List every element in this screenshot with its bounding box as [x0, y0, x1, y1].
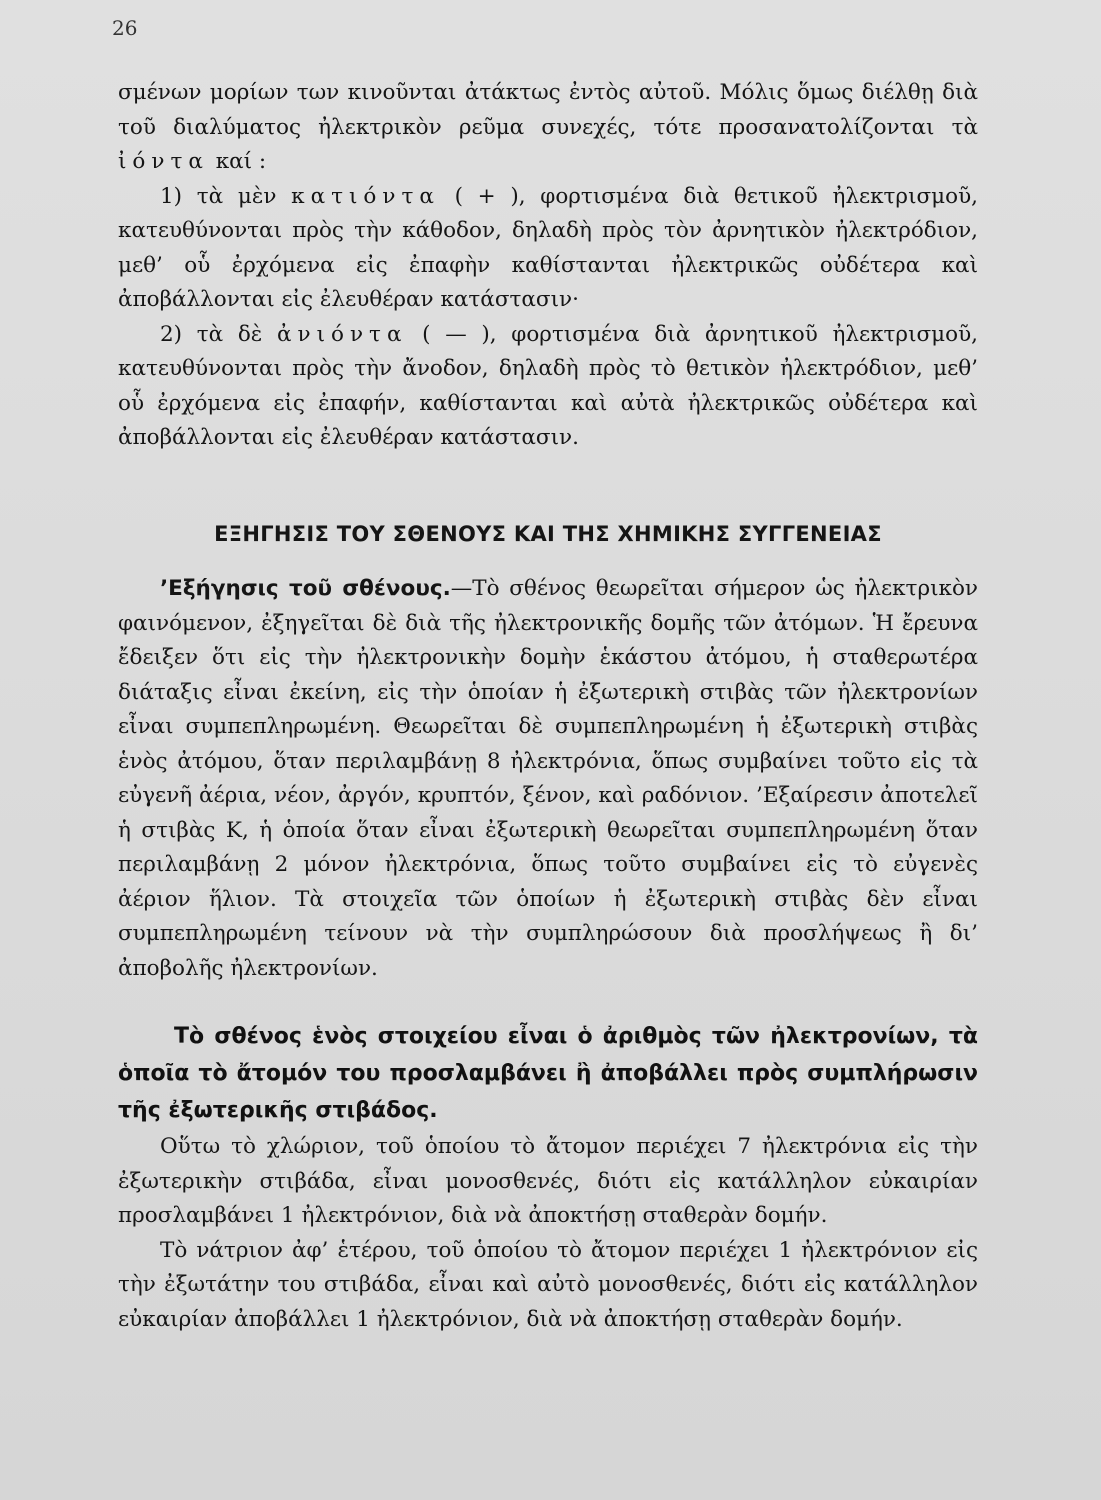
ions-intro-text: σμένων μορίων των κινοῦνται ἀτάκτως ἐντὸς αὐτοῦ. Μόλις ὅμως διέλθῃ διὰ τοῦ διαλύματος ἠλεκτρικὸν ρεῦμα συνεχές, τότε προσανατολίζονται τὰ — [118, 80, 978, 140]
paragraph-anions — [118, 318, 978, 456]
anions-label: 2) τὰ δὲ — [160, 321, 263, 347]
valence-definition: Τὸ σθένος ἑνὸς στοιχείου εἶναι ὁ ἀριθμὸς τῶν ἠλεκτρονίων, τὰ ὁποῖα τὸ ἄτομόν του προσλαμβάνει ἢ ἀποβάλλει πρὸς συμπλήρωσιν τῆς ἐξωτερικῆς στιβάδος. — [118, 1024, 978, 1123]
paragraph-chlorine: Οὕτω τὸ χλώριον, τοῦ ὁποίου τὸ ἄτομον περιέχει 7 ἠλεκτρόνια εἰς τὴν ἐξωτερικὴν στιβάδα, εἶναι μονοσθενές, διότι εἰς κατάλληλον εὐκαιρίαν προσλαμβάνει 1 ἠλεκτρόνιον, διὰ νὰ ἀποκτήσῃ σταθερὰν δομήν. — [118, 1134, 978, 1228]
paragraph-ions-intro — [118, 76, 978, 180]
anions-text: ( — ), φορτισμένα διὰ ἀρνητικοῦ ἠλεκτρισμοῦ, κατευθύνονται πρὸς τὴν ἄνοδον, δηλαδὴ πρὸς τὸ θετικὸν ἠλεκτρόδιον, μεθ’ οὗ ἐρχόμενα εἰς ἐπαφήν, καθίστανται καὶ αὐτὰ ἠλεκτρικῶς οὐδέτερα καὶ ἀποβάλλονται εἰς ἐλευθέραν κατάστασιν. — [118, 321, 978, 450]
ions-term: ἰόντα — [118, 149, 209, 174]
valence-text: —Τὸ σθένος θεωρεῖται σήμερον ὡς ἠλεκτρικὸν φαινόμενον, ἐξηγεῖται δὲ διὰ τῆς ἠλεκτρονικῆς δομῆς τῶν ἀτόμων. Ἡ ἔρευνα ἔδειξεν ὅτι εἰς τὴν ἠλεκτρονικὴν δομὴν ἑκάστου ἀτόμου, ἡ σταθερωτέρα διάταξις εἶναι ἐκείνη, εἰς τὴν ὁποίαν ἡ ἐξωτερικὴ στιβὰς τῶν ἠλεκτρονίων εἶναι συμπεπληρωμένη. Θεωρεῖται δὲ συμπεπληρωμένη ἡ ἐξωτερικὴ στιβὰς ἑνὸς ἀτόμου, ὅταν περιλαμβάνῃ 8 ἠλεκτρόνια, ὅπως συμβαίνει τοῦτο εἰς τὰ εὐγενῆ ἀέρια, νέον, ἀργόν, κρυπτόν, ξένον, καὶ ραδόνιον. ’Εξαίρεσιν ἀποτελεῖ ἡ στιβὰς K, ἡ ὁποία ὅταν εἶναι ἐξωτερικὴ θεωρεῖται συμπεπληρωμένη ὅταν περιλαμβάνῃ 2 μόνον ἠλεκτρόνια, ὅπως τοῦτο συμβαίνει εἰς τὸ εὐγενὲς ἀέριον ἥλιον. Τὰ στοιχεῖα τῶν ὁποίων ἡ ἐξωτερικὴ στιβὰς δὲν εἶναι συμπεπληρωμένη τείνουν νὰ τὴν συμπληρώσουν διὰ προσλήψεως ἢ δι’ ἀποβολῆς ἠλεκτρονίων. — [118, 576, 978, 981]
paragraph-sodium: Τὸ νάτριον ἀφ’ ἑτέρου, τοῦ ὁποίου τὸ ἄτομον περιέχει 1 ἠλεκτρόνιον εἰς τὴν ἐξωτάτην του στιβάδα, εἶναι καὶ αὐτὸ μονοσθενές, διότι εἰς κατάλληλον εὐκαιρίαν ἀποβάλλει 1 ἠλεκτρόνιον, διὰ νὰ ἀποκτήσῃ σταθερὰν δομήν. — [118, 1237, 978, 1332]
examples-passage — [118, 1130, 978, 1337]
valence-explanation — [118, 572, 978, 986]
anions-term: ἀνιόντα — [277, 321, 408, 347]
cations-label: 1) τὰ μὲν — [160, 183, 277, 209]
paragraph-valence — [118, 572, 978, 986]
ions-intro-end: καί : — [215, 149, 267, 174]
cations-term: κατιόντα — [291, 183, 440, 209]
ions-passage — [118, 76, 978, 456]
valence-runin-heading: ’Εξήγησις τοῦ σθένους. — [160, 576, 451, 601]
cations-text: ( + ), φορτισμένα διὰ θετικοῦ ἠλεκτρισμοῦ, κατευθύνονται πρὸς τὴν κάθοδον, δηλαδὴ πρὸς τὸν ἀρνητικὸν ἠλεκτρόδιον, μεθ’ οὗ ἐρχόμενα εἰς ἐπαφὴν καθίστανται ἠλεκτρικῶς οὐδέτερα καὶ ἀποβάλλονται εἰς ἐλευθέραν κατάστασιν· — [118, 183, 978, 312]
paragraph-cations — [118, 180, 978, 318]
section-heading: ΕΞΗΓΗΣΙΣ ΤΟΥ ΣΘΕΝΟΥΣ ΚΑΙ ΤΗΣ ΧΗΜΙΚΗΣ ΣΥΓΓΕΝΕΙΑΣ — [214, 522, 882, 546]
page-number: 26 — [112, 16, 138, 40]
